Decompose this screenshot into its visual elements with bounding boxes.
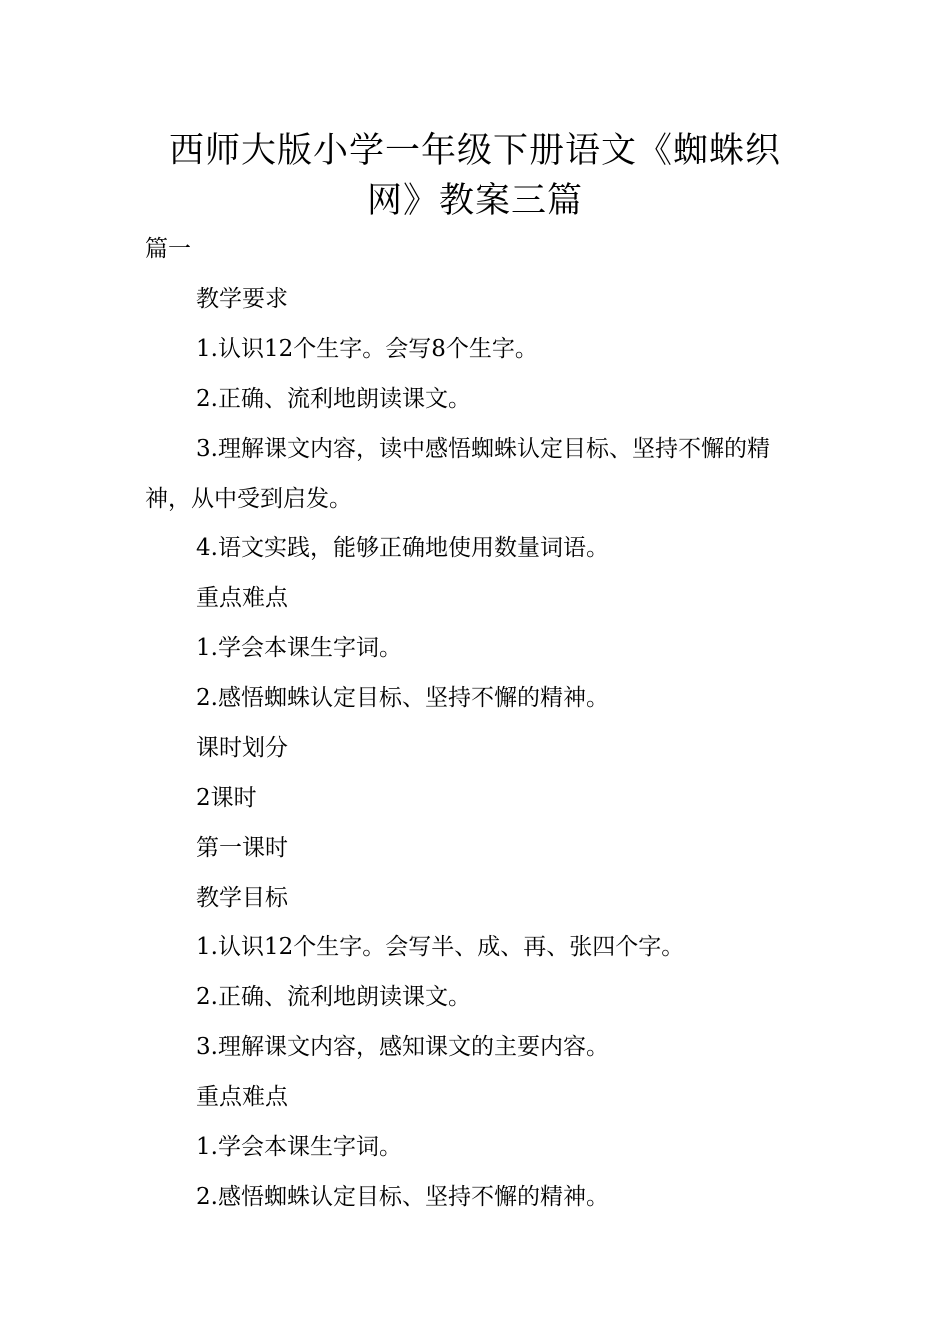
- paragraph: 3.理解课文内容，感知课文的主要内容。: [196, 1034, 609, 1060]
- heading-teaching-requirements: 教学要求: [196, 286, 288, 312]
- paragraph: 4.语文实践，能够正确地使用数量词语。: [196, 535, 609, 561]
- paragraph: 2.感悟蜘蛛认定目标、坚持不懈的精神。: [196, 685, 609, 711]
- heading-key-points: 重点难点: [196, 585, 288, 611]
- paragraph: 2.感悟蜘蛛认定目标、坚持不懈的精神。: [196, 1184, 609, 1210]
- paragraph: 1.学会本课生字词。: [196, 1134, 402, 1160]
- paragraph: 1.认识12个生字。会写8个生字。: [196, 336, 538, 362]
- paragraph: 2课时: [196, 785, 257, 811]
- paragraph: 2.正确、流利地朗读课文。: [196, 386, 471, 412]
- heading-teaching-goals: 教学目标: [196, 885, 288, 911]
- document-title-line-1: 西师大版小学一年级下册语文《蜘蛛织: [168, 131, 781, 171]
- heading-lesson-division: 课时划分: [196, 735, 288, 761]
- paragraph: 1.学会本课生字词。: [196, 635, 402, 661]
- heading-first-lesson: 第一课时: [196, 835, 288, 861]
- heading-key-points: 重点难点: [196, 1084, 288, 1110]
- document-title-line-2: 网》教案三篇: [366, 181, 583, 221]
- paragraph: 2.正确、流利地朗读课文。: [196, 984, 471, 1010]
- section-heading: 篇一: [145, 236, 191, 262]
- paragraph: 1.认识12个生字。会写半、成、再、张四个字。: [196, 934, 685, 960]
- paragraph-wrapped: 3.理解课文内容，读中感悟蜘蛛认定目标、坚持不懈的精神，从中受到启发。: [145, 436, 770, 512]
